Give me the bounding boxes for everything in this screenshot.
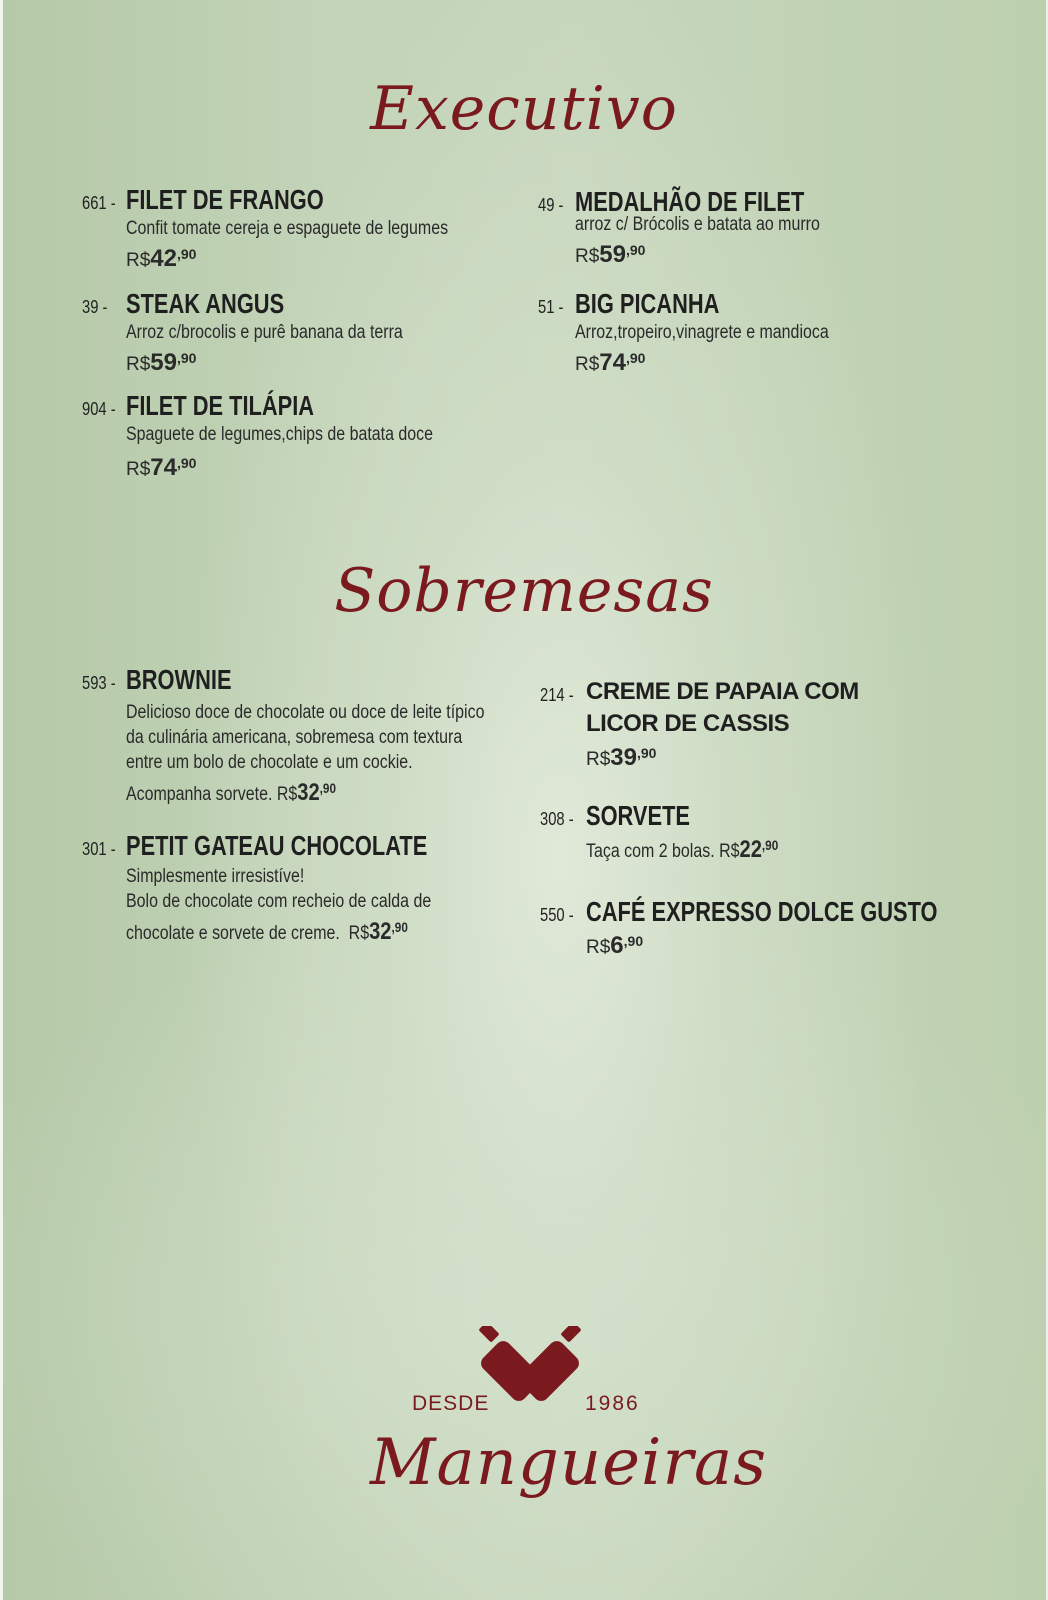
item-description: da culinária americana, sobremesa com textura [126, 727, 463, 748]
logo-year-text: 1986 [585, 1392, 640, 1415]
item-name: BIG PICANHA [575, 288, 720, 319]
section-title-executivo: Executivo [370, 74, 678, 144]
section-title-sobremesas: Sobremesas [334, 556, 714, 626]
menu-item-steak-angus [82, 288, 456, 378]
menu-item-petit-gateau-chocolate [82, 830, 512, 947]
item-description: arroz c/ Brócolis e batata ao murro [575, 214, 820, 235]
item-description: Acompanha sorvete. $R\$32^{,90}$ [126, 779, 337, 806]
item-description: Spaguete de legumes,chips de batata doce [126, 424, 434, 445]
menu-item-sorvete [540, 800, 815, 865]
menu-item-filet-de-frango [82, 184, 509, 274]
menu-item-filet-de-tilapia [82, 390, 492, 483]
item-price: $R\$6^{,90}$ [586, 932, 644, 959]
item-name: FILET DE TILÁPIA [126, 390, 315, 421]
item-description: Bolo de chocolate com recheio de calda de [126, 891, 432, 912]
item-price: $R\$59^{,90}$ [575, 241, 646, 268]
item-price: $R\$32^{,90}$ [348, 918, 408, 945]
item-number: 39 - [82, 297, 108, 317]
item-name: PETIT GATEAU CHOCOLATE [126, 830, 428, 861]
logo-desde-text: DESDE [412, 1392, 490, 1415]
item-price: $R\$74^{,90}$ [575, 349, 646, 376]
item-number: 593 - [82, 673, 116, 693]
item-description: Taça com 2 bolas. $R\$22^{,90}$ [586, 836, 779, 863]
item-description: Delicioso doce de chocolate ou doce de leite típico [126, 702, 485, 723]
item-name: CREME DE PAPAIA COM LICOR DE CASSIS [586, 678, 859, 737]
item-number: 301 - [82, 839, 116, 859]
item-price: $R\$74^{,90}$ [126, 454, 197, 481]
item-number: 214 - [540, 685, 574, 705]
page-edge-left [0, 0, 3, 1600]
item-price: $R\$59^{,90}$ [126, 349, 197, 376]
item-description: Confit tomate cereja e espaguete de legumes [126, 218, 449, 239]
item-description: Arroz,tropeiro,vinagrete e mandioca [575, 322, 829, 343]
item-description: chocolate e sorvete de creme. $R\$32^{,90}$ [126, 918, 408, 945]
item-name: BROWNIE [126, 664, 232, 695]
crossed-bottles-icon [475, 1326, 585, 1416]
menu-item-cafe-expresso [540, 896, 1037, 961]
item-price: $R\$32^{,90}$ [276, 779, 337, 806]
item-price: $R\$42^{,90}$ [126, 245, 197, 272]
item-number: 550 - [540, 905, 574, 925]
item-name: CAFÉ EXPRESSO DOLCE GUSTO [586, 896, 938, 927]
item-number: 49 - [538, 195, 564, 215]
item-description: Arroz c/brocolis e purê banana da terra [126, 322, 403, 343]
logo-brand-name: Mangueiras [370, 1426, 768, 1500]
brand-logo [340, 1326, 768, 1526]
item-number: 661 - [82, 193, 116, 213]
item-description: entre um bolo de chocolate e um cockie. [126, 752, 413, 773]
item-name: SORVETE [586, 800, 690, 831]
item-description: Simplesmente irresistíve! [126, 866, 305, 887]
item-number: 904 - [82, 399, 116, 419]
item-name: MEDALHÃO DE FILET [575, 186, 805, 217]
item-name: FILET DE FRANGO [126, 184, 324, 215]
menu-item-big-picanha [538, 288, 877, 378]
item-price: $R\$22^{,90}$ [719, 836, 779, 863]
menu-item-medalhao-de-filet [538, 186, 869, 270]
item-number: 51 - [538, 297, 564, 317]
menu-item-brownie [82, 664, 553, 808]
item-number: 308 - [540, 809, 574, 829]
item-name: STEAK ANGUS [126, 288, 285, 319]
item-price: $R\$39^{,90}$ [586, 744, 657, 771]
menu-item-creme-de-papaia [540, 676, 920, 773]
